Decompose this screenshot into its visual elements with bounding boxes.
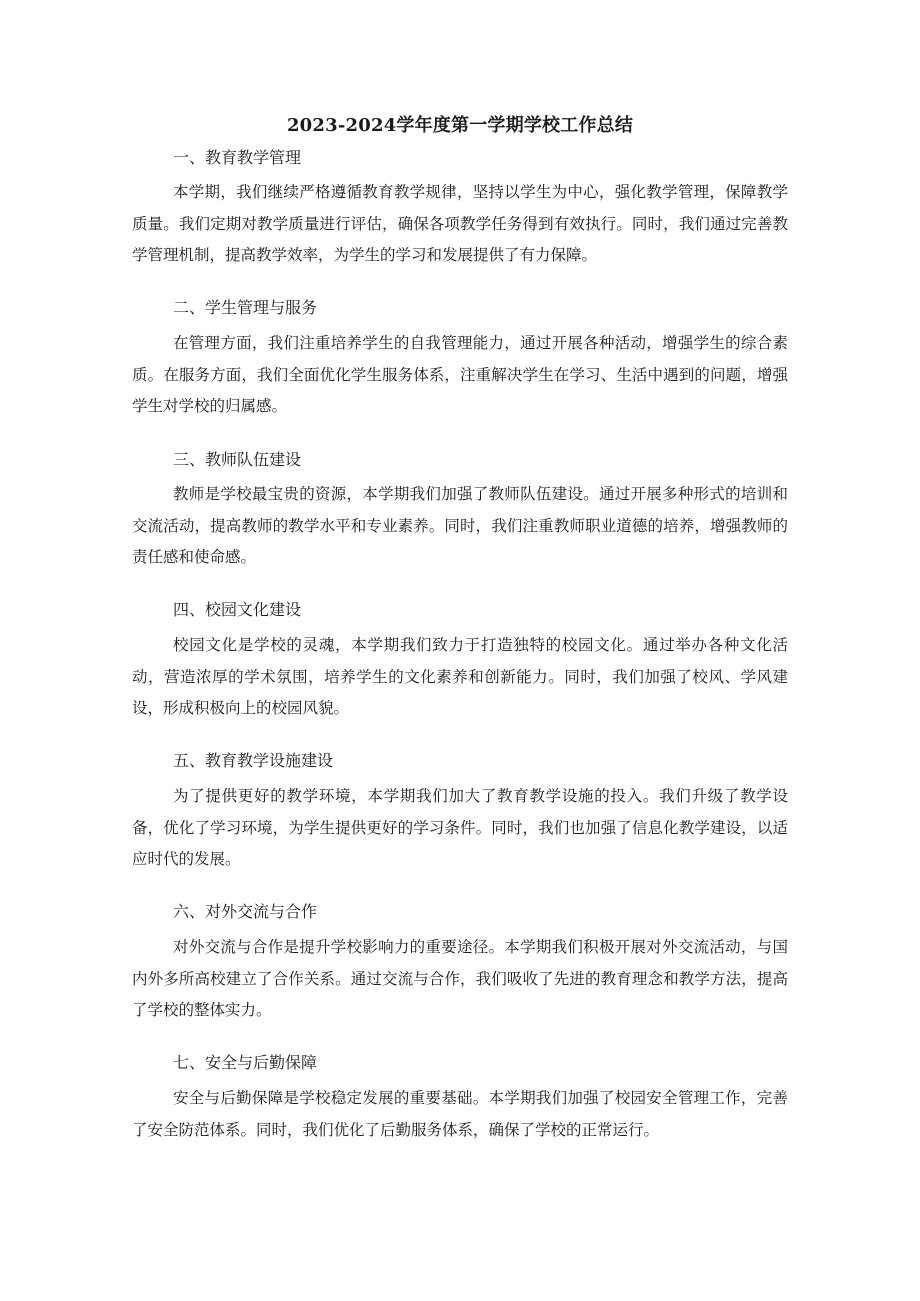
section-heading-6: 六、对外交流与合作: [173, 902, 318, 921]
section-body-2: 在管理方面，我们注重培养学生的自我管理能力，通过开展各种活动，增强学生的综合素质。在服务方面，我们全面优化学生服务体系，注重解决学生在学习、生活中遇到的问题，增强学生对学校的归属感。: [132, 334, 788, 415]
section-body-3: 教师是学校最宝贵的资源，本学期我们加强了教师队伍建设。通过开展多种形式的培训和交流活动，提高教师的教学水平和专业素养。同时，我们注重教师职业道德的培养，增强教师的责任感和使命感。: [132, 485, 788, 566]
section-body-7: 安全与后勤保障是学校稳定发展的重要基础。本学期我们加强了校园安全管理工作，完善了安全防范体系。同时，我们优化了后勤服务体系，确保了学校的正常运行。: [132, 1089, 788, 1139]
section-body-4: 校园文化是学校的灵魂，本学期我们致力于打造独特的校园文化。通过举办各种文化活动，营造浓厚的学术氛围，培养学生的文化素养和创新能力。同时，我们加强了校风、学风建设，形成积极向上的校园风貌。: [132, 636, 788, 717]
section-heading-5: 五、教育教学设施建设: [173, 751, 334, 770]
section-heading-1: 一、教育教学管理: [173, 148, 302, 167]
section-heading-3: 三、教师队伍建设: [173, 450, 302, 469]
section-body-5: 为了提供更好的教学环境，本学期我们加大了教育教学设施的投入。我们升级了教学设备，优化了学习环境，为学生提供更好的学习条件。同时，我们也加强了信息化教学建设，以适应时代的发展。: [132, 787, 788, 868]
section-body-1: 本学期，我们继续严格遵循教育教学规律，坚持以学生为中心，强化教学管理，保障教学质量。我们定期对教学质量进行评估，确保各项教学任务得到有效执行。同时，我们通过完善教学管理机制，提高教学效率，为学生的学习和发展提供了有力保障。: [132, 183, 788, 264]
section-heading-7: 七、安全与后勤保障: [173, 1053, 318, 1072]
section-heading-4: 四、校园文化建设: [173, 600, 302, 619]
section-heading-2: 二、学生管理与服务: [173, 298, 318, 317]
document-title: 2023-2024学年度第一学期学校工作总结: [286, 115, 634, 136]
section-body-6: 对外交流与合作是提升学校影响力的重要途径。本学期我们积极开展对外交流活动，与国内外多所高校建立了合作关系。通过交流与合作，我们吸收了先进的教育理念和教学方法，提高了学校的整体实力。: [132, 938, 788, 1019]
